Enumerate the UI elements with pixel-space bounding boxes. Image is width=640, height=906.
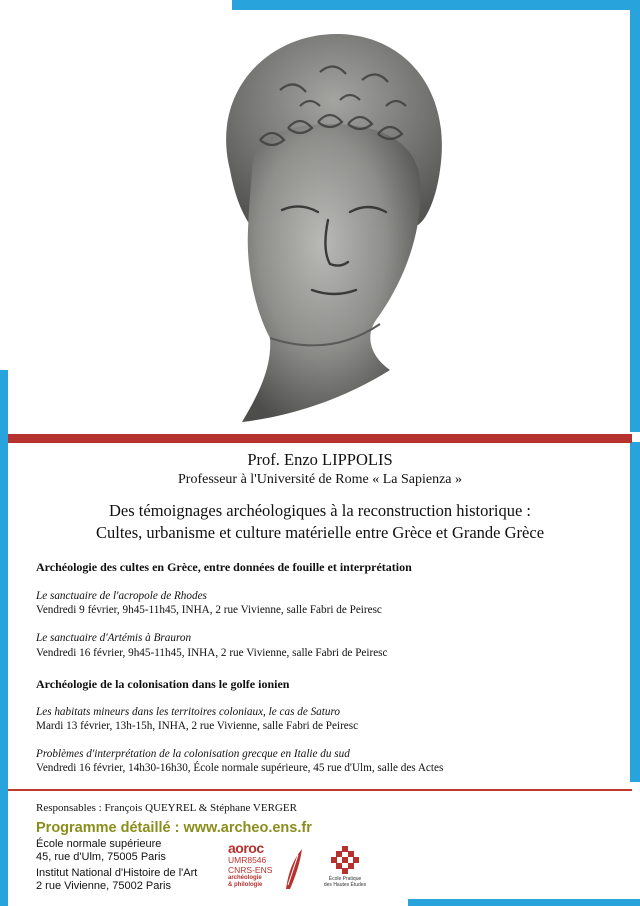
ephe-logo-text <box>310 876 380 888</box>
frame-right-blue <box>630 0 640 432</box>
ephe-emblem-icon <box>331 846 359 874</box>
aoroc-logo-cnrs: CNRS-ENS <box>228 864 273 875</box>
aoroc-logo-umr: UMR8546 <box>228 855 267 865</box>
session-details: Mardi 13 février, 13h-15h, INHA, 2 rue Vivienne, salle Fabri de Peiresc <box>36 720 359 732</box>
session-details: Vendredi 9 février, 9h45-11h45, INHA, 2 rue Vivienne, salle Fabri de Peiresc <box>36 604 382 616</box>
session-details: Vendredi 16 février, 14h30-16h30, École normale supérieure, 45 rue d'Ulm, salle des Actes <box>36 762 444 774</box>
inha-address: 2 rue Vivienne, 75002 Paris <box>36 880 171 892</box>
frame-right-lower-blue <box>630 442 640 782</box>
lecture-theme-line-2: Cultes, urbanisme et culture matérielle entre Grèce et Grande Grèce <box>95 523 545 542</box>
ephe-logo-line1: École Pratique <box>328 876 362 882</box>
section-heading-cultes: Archéologie des cultes en Grèce, entre données de fouille et interprétation <box>36 560 412 574</box>
inha-name: Institut National d'Histoire de l'Art <box>36 867 198 879</box>
speaker-affiliation: Professeur à l'Université de Rome « La Sapienza » <box>178 472 462 487</box>
ephe-logo-line2: des Hautes Études <box>323 882 367 888</box>
aoroc-logo-text: aoroc <box>228 840 264 856</box>
organizers-line: Responsables : François QUEYREL & Stéphane VERGER <box>36 802 297 814</box>
header-red-bar <box>8 434 632 443</box>
section-heading-colonisation: Archéologie de la colonisation dans le golfe ionien <box>36 677 290 691</box>
aoroc-logo-philo: & philologie <box>228 882 263 888</box>
sculpture-head-image <box>190 20 460 430</box>
session-details: Vendredi 16 février, 9h45-11h45, INHA, 2 rue Vivienne, salle Fabri de Peiresc <box>36 647 388 659</box>
programme-link[interactable]: Programme détaillé : www.archeo.ens.fr <box>36 820 312 836</box>
frame-bottom-blue <box>408 899 640 906</box>
aoroc-logo-arch: archéologie <box>228 875 262 881</box>
ens-name: École normale supérieure <box>36 838 162 850</box>
session-title: Le sanctuaire d'Artémis à Brauron <box>36 632 192 644</box>
aoroc-logo <box>228 841 284 888</box>
session-title: Les habitats mineurs dans les territoires coloniaux, le cas de Saturo <box>36 706 341 718</box>
speaker-name: Prof. Enzo LIPPOLIS <box>247 450 393 469</box>
frame-top-blue <box>232 0 640 10</box>
ens-address: 45, rue d'Ulm, 75005 Paris <box>36 851 166 863</box>
lecture-theme-line-1: Des témoignages archéologiques à la reconstruction historique : <box>109 501 531 520</box>
quill-pen-icon <box>282 845 306 893</box>
session-title: Problèmes d'interprétation de la colonisation grecque en Italie du sud <box>36 748 350 760</box>
footer-divider <box>8 789 632 791</box>
session-title: Le sanctuaire de l'acropole de Rhodes <box>36 590 207 602</box>
